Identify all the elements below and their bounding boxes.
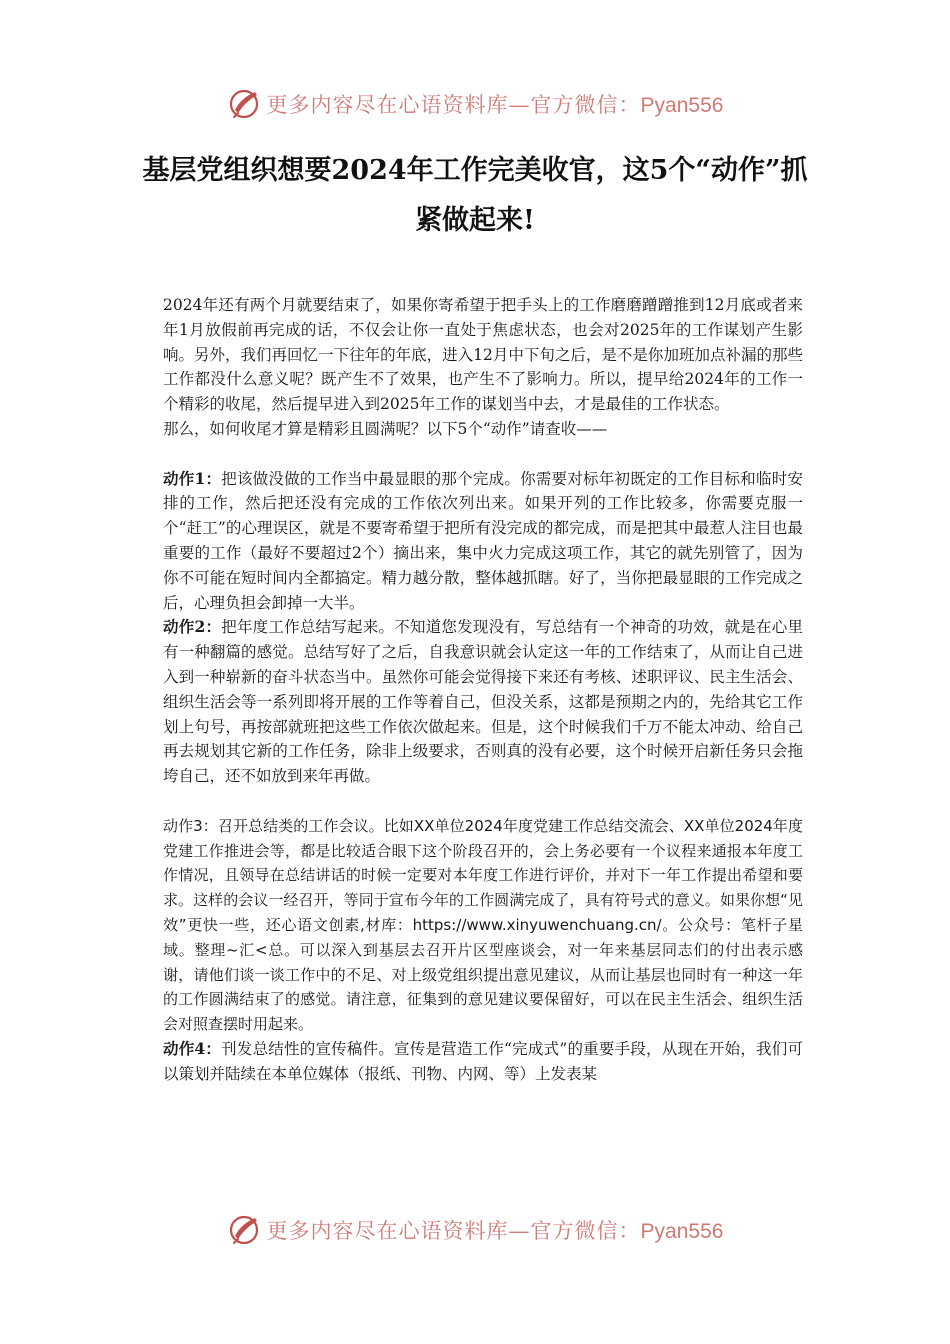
intro-question: 那么，如何收尾才算是精彩且圆满呢？以下5个“动作”请查收——	[163, 419, 608, 438]
pen-logo-icon	[227, 86, 263, 122]
watermark-text: 更多内容尽在心语资料库—官方微信：Pyan556	[266, 1219, 724, 1243]
action-4-text: 刊发总结性的宣传稿件。宣传是营造工作“完成式”的重要手段，从现在开始，我们可以策划并陆续在本单位媒体（报纸、刊物、内网、等）上发表某	[163, 1039, 803, 1083]
watermark-text: 更多内容尽在心语资料库—官方微信：Pyan556	[266, 93, 724, 117]
intro-paragraph: 2024年还有两个月就要结束了，如果你寄希望于把手头上的工作磨磨蹭蹭推到12月底或者来年1月放假前再完成的话，不仅会让你一直处于焦虑状态，也会对2025年的工作谋划产生影响。另外，我们再回忆一下往年的年底，进入12月中下旬之后，是不是你加班加点补漏的那些工作都没什么意义呢？既产生不了效果，也产生不了影响力。所以，提早给2024年的工作一个精彩的收尾，然后提早进入到2025年工作的谋划当中去，才是最佳的工作状态。	[163, 296, 803, 414]
action-2-text: 把年度工作总结写起来。不知道您发现没有，写总结有一个神奇的功效，就是在心里有一种翻篇的感觉。总结写好了之后，自我意识就会认定这一年的工作结束了，从而让自己进入到一种崭新的奋斗状态当中。虽然你可能会觉得接下来还有考核、述职评议、民主生活会、组织生活会等一系列即将开展的工作等着自己，但没关系，这都是预期之内的，先给其它工作划上句号，再按部就班把这些工作依次做起来。但是，这个时候我们千万不能太冲动、给自己再去规划其它新的工作任务，除非上级要求，否则真的没有必要，这个时候开启新任务只会拖垮自己，还不如放到来年再做。	[163, 618, 803, 786]
action-3-label: 动作3：	[163, 816, 218, 835]
pen-logo-icon	[227, 1212, 263, 1248]
action-2-paragraph	[163, 615, 803, 789]
action-2-label: 动作2：	[163, 617, 222, 637]
action-4-label: 动作4：	[163, 1038, 222, 1058]
header-watermark	[0, 84, 950, 124]
action-4-paragraph	[163, 1037, 803, 1087]
action-1-label: 动作1：	[163, 468, 222, 488]
action-1-paragraph	[163, 467, 803, 616]
action-3-paragraph	[163, 814, 803, 1037]
document-body	[163, 293, 803, 1087]
document-title: 基层党组织想要2024年工作完美收官，这5个“动作”抓紧做起来!	[142, 155, 808, 236]
footer-watermark	[0, 1210, 950, 1250]
action-1-text: 把该做没做的工作当中最显眼的那个完成。你需要对标年初既定的工作目标和临时安排的工作，然后把还没有完成的工作依次列出来。如果开列的工作比较多，你需要克服一个“赶工”的心理误区，就是不要寄希望于把所有没完成的都完成，而是把其中最惹人注目也最重要的工作（最好不要超过2个）摘出来，集中火力完成这项工作，其它的就先别管了，因为你不可能在短时间内全都搞定。精力越分散，整体越抓瞎。好了，当你把最显眼的工作完成之后，心理负担会卸掉一大半。	[163, 469, 803, 612]
action-3-text: 召开总结类的工作会议。比如XX单位2024年度党建工作总结交流会、XX单位2024年度党建工作推进会等，都是比较适合眼下这个阶段召开的，会上务必要有一个议程来通报本年度工作情况，且领导在总结讲话的时候一定要对本年度工作进行评价，并对下一年工作提出希望和要求。这样的会议一经召开，等同于宣布今年的工作圆满完成了，具有符号式的意义。如果你想“见效”更快一些，还心语文创素,材库：https://www.xinyuwenchuang.cn/。公众号：笔杆子星域。整理~汇<总。可以深入到基层去召开片区型座谈会，对一年来基层同志们的付出表示感谢，请他们谈一谈工作中的不足、对上级党组织提出意见建议，从而让基层也同时有一种这一年的工作圆满结束了的感觉。请注意，征集到的意见建议要保留好，可以在民主生活会、组织生活会对照查摆时用起来。	[163, 816, 803, 1034]
